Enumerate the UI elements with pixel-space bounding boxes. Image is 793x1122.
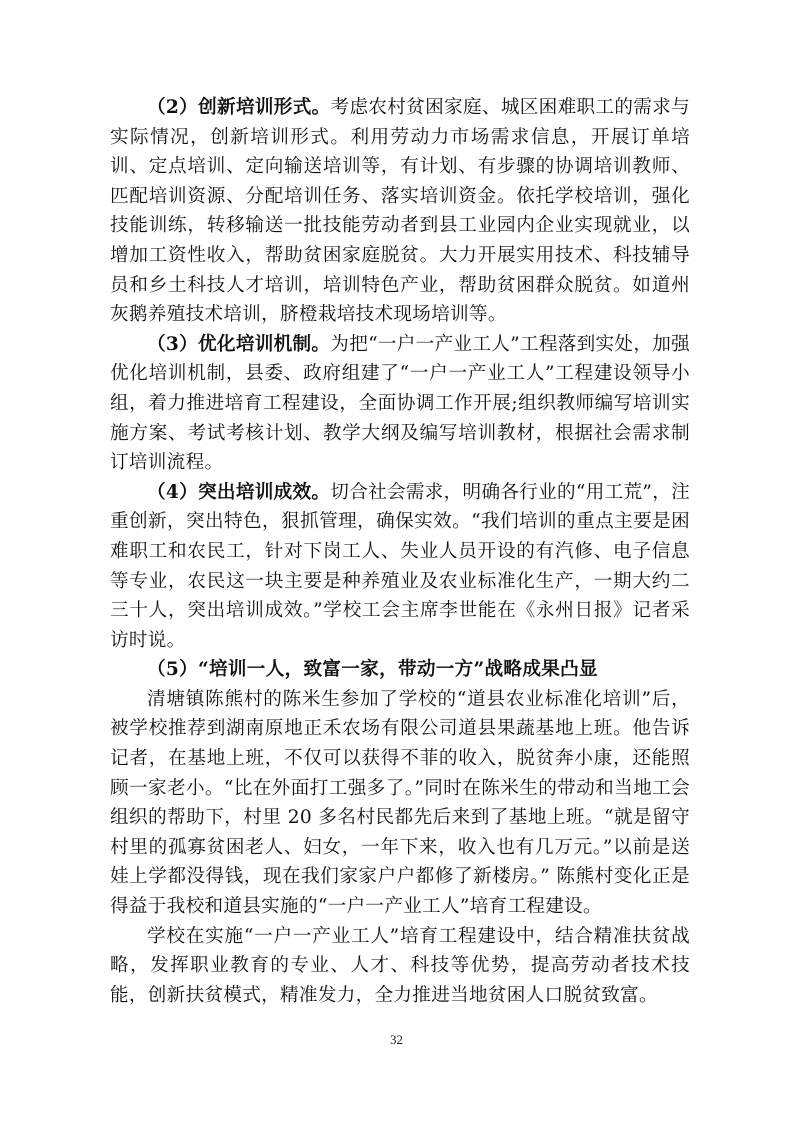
document-body <box>110 93 690 1010</box>
paragraph-heading: （2）创新培训形式。 <box>147 97 331 118</box>
paragraph-training-forms <box>110 93 690 330</box>
paragraph-body: 考虑农村贫困家庭、城区困难职工的需求与实际情况，创新培训形式。利用劳动力市场需求信息，开展订单培训、定点培训、定向输送培训等，有计划、有步骤的协调培训教师、匹配培训资源、分配培训任务、落实培训资金。依托学校培训，强化技能训练，转移输送一批技能劳动者到县工业园内企业实现就业，以增加工资性收入，帮助贫困家庭脱贫。大力开展实用技术、科技辅导员和乡土科技人才培训，培训特色产业，帮助贫困群众脱贫。如道州灰鹅养殖技术培训，脐橙栽培技术现场培训等。 <box>110 97 690 326</box>
paragraph-heading: （4）突出培训成效。 <box>147 481 331 503</box>
paragraph-body: 为把“一户一产业工人”工程落到实处，加强优化培训机制，县委、政府组建了“一户一产业工人”工程建设领导小组，着力推进培育工程建设，全面协调工作开展;组织教师编写培训实施方案、考试考核计划、教学大纲及编写培训教材，根据社会需求制订培训流程。 <box>110 333 690 474</box>
section-heading: （5）“培训一人，致富一家，带动一方”战略成果凸显 <box>147 659 598 681</box>
paragraph-training-results <box>110 478 690 656</box>
paragraph-training-mechanism <box>110 330 690 478</box>
paragraph-case-story: 清塘镇陈熊村的陈米生参加了学校的“道县农业标准化培训”后，被学校推荐到湖南原地正禾农场有限公司道县果蔬基地上班。他告诉记者，在基地上班，不仅可以获得不菲的收入，脱贫奔小康，还能照顾一家老小。“比在外面打工强多了。”同时在陈米生的带动和当地工会组织的帮助下，村里 20 多名村民都先后来到了基地上班。“就是留守村里的孤寡贫困老人、妇女，一年下来，收入也有几万元。”以前是送娃上学都没得钱，现在我们家家户户都修了新楼房。” 陈熊村变化正是得益于我校和道县实施的“一户一产业工人”培育工程建设。 <box>110 688 690 918</box>
paragraph-conclusion: 学校在实施“一户一产业工人”培育工程建设中，结合精准扶贫战略，发挥职业教育的专业、人才、科技等优势，提高劳动者技术技能，创新扶贫模式，精准发力，全力推进当地贫困人口脱贫致富。 <box>110 925 690 1006</box>
page-number: 32 <box>390 1032 403 1047</box>
paragraph-heading: （3）优化培训机制。 <box>147 333 331 355</box>
paragraph-body: 切合社会需求，明确各行业的“用工荒”，注重创新，突出特色，狠抓管理，确保实效。“我们培训的重点主要是困难职工和农民工，针对下岗工人、失业人员开设的有汽修、电子信息等专业，农民这一块主要是种养殖业及农业标准化生产，一期大约二三十人，突出培训成效。”学校工会主席李世能在《永州日报》记者采访时说。 <box>110 481 690 651</box>
